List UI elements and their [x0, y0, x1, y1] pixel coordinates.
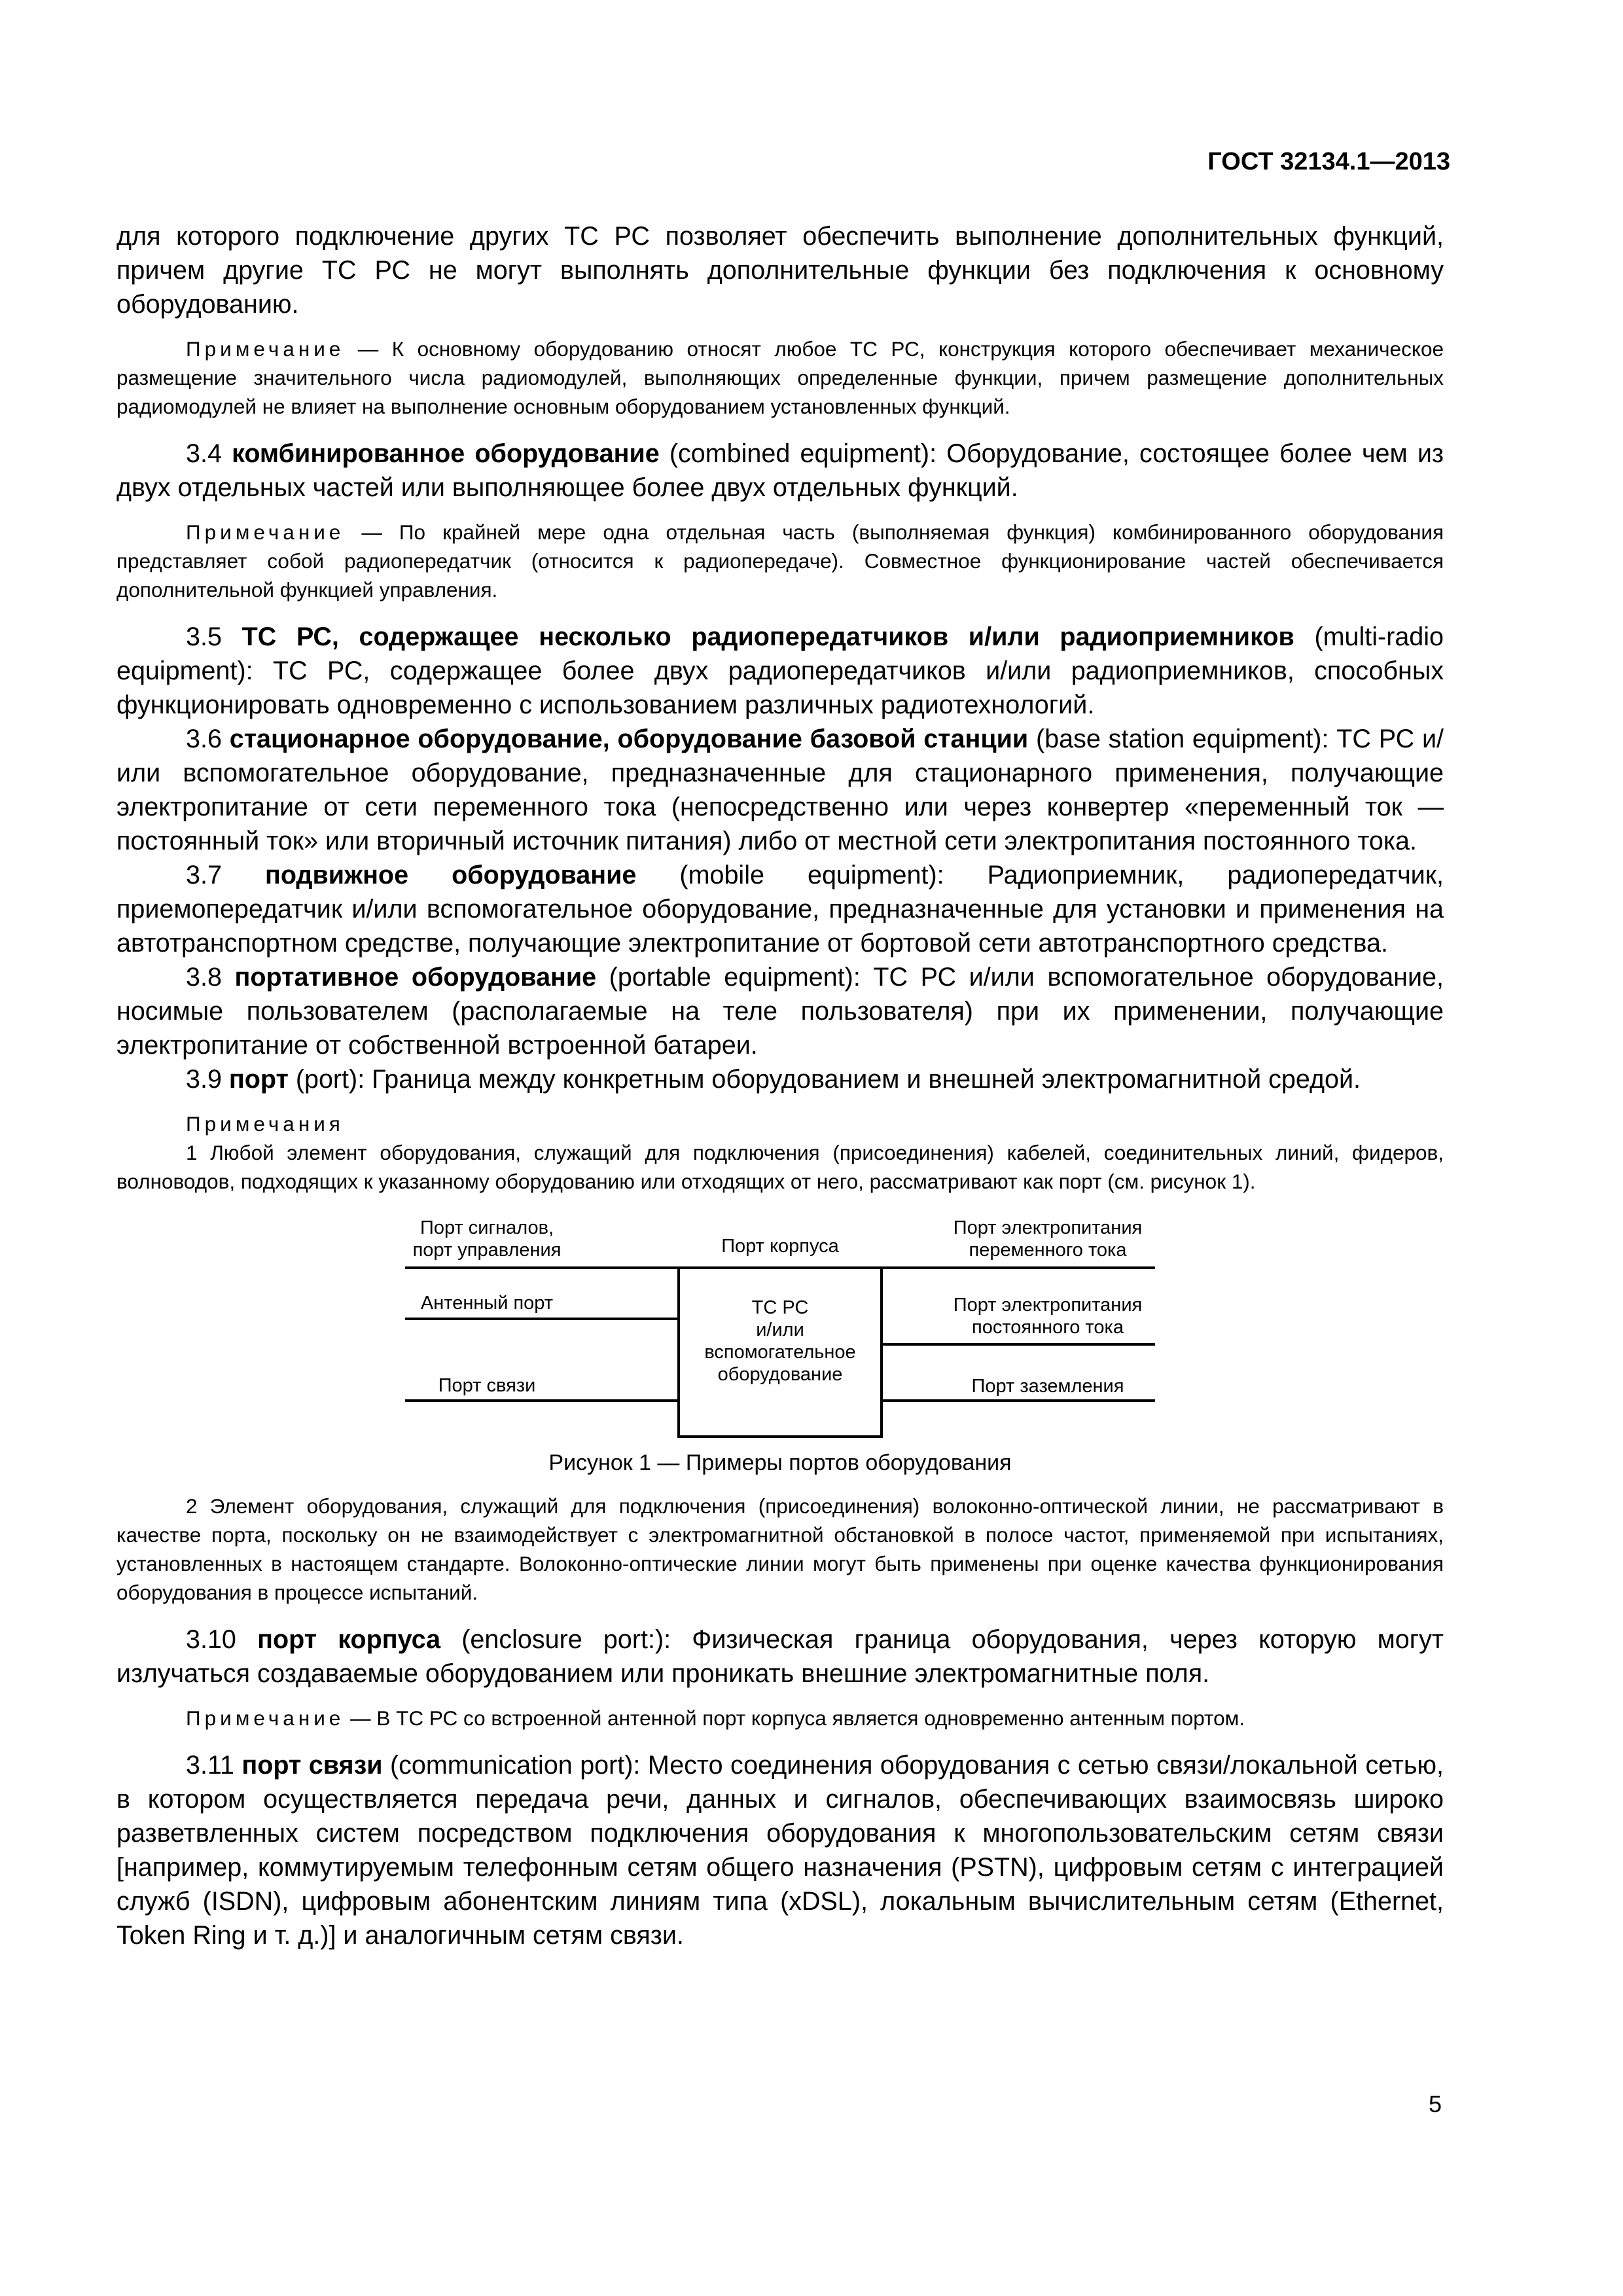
page-number: 5 — [1429, 2090, 1442, 2117]
term-definition: (portable equipment): ТС РС и/или вспомогательное оборудование, носимые пользователем (располагаемые на теле пользователя) при их применении, получающие электропитание от собственной встроенной батареи. — [116, 963, 1444, 1060]
note-combined-equipment — [116, 518, 1444, 604]
term-definition: (port): Граница между конкретным оборудованием и внешней электромагнитной средой. — [288, 1065, 1361, 1094]
note-enclosure-port — [116, 1704, 1444, 1732]
term-number: 3.8 — [186, 963, 235, 992]
term-3-7 — [116, 858, 1444, 960]
note-label: Примечание — [186, 1706, 345, 1730]
signal-port-label-line-2: порт управления — [412, 1240, 562, 1261]
term-3-11 — [116, 1748, 1444, 1952]
term-title: комбинированное оборудование — [232, 439, 660, 468]
term-definition: (combined equipment): Оборудование, состоящее более чем из двух отдельных частей или выполняющее более двух отдельных функций. — [116, 439, 1444, 502]
antenna-port-label: Антенный порт — [420, 1293, 554, 1314]
term-definition: (base station equipment): ТС РС и/или вспомогательное оборудование, предназначенные для стационарного применения, получающие электропитание от сети переменного тока (непосредственно или через конвертер «переменный ток — постоянный ток» или вторичный источник питания) либо от местной сети электропитания постоянного тока. — [116, 725, 1444, 855]
term-number: 3.10 — [186, 1625, 258, 1654]
term-3-6 — [116, 722, 1444, 858]
term-definition: (mobile equipment): Радиоприемник, радиопередатчик, приемопередатчик и/или вспомогательное оборудование, предназначенные для установки и применения на автотранспортном средстве, получающие электропитание от бортовой сети автотранспортного средства. — [116, 861, 1444, 958]
term-number: 3.5 — [186, 622, 242, 651]
term-title: стационарное оборудование, оборудование базовой станции — [229, 725, 1029, 753]
note-label: Примечание — [186, 520, 345, 544]
term-3-5 — [116, 620, 1444, 722]
term-3-9 — [116, 1062, 1444, 1096]
term-number: 3.9 — [186, 1065, 229, 1094]
enclosure-port-label: Порт корпуса — [721, 1236, 839, 1257]
term-title: порт корпуса — [257, 1625, 441, 1654]
figure-caption: Рисунок 1 — Примеры портов оборудования — [548, 1450, 1012, 1475]
note-main-equipment — [116, 334, 1444, 421]
signal-port-label-line-1: Порт сигналов, — [419, 1217, 554, 1238]
term-definition: (multi-radio equipment): ТС РС, содержащее более двух радиопередатчиков и/или радиоприемников, способных функционировать одновременно с использованием различных радиотехнологий. — [116, 622, 1444, 719]
note-text: — По крайней мере одна отдельная часть (выполняемая функция) комбинированного оборудования представляет собой радиопередатчик (относится к радиопередаче). Совместное функционирование частей обеспечивается дополнительной функцией управления. — [116, 520, 1444, 601]
term-title: ТС РС, содержащее несколько радиопередатчиков и/или радиоприемников — [241, 622, 1294, 651]
term-title: порт связи — [241, 1751, 383, 1780]
term-number: 3.6 — [186, 725, 230, 753]
equipment-box-label-line-2: и/или — [756, 1319, 804, 1340]
term-title: порт — [228, 1065, 289, 1094]
equipment-box-label-line-1: ТС РС — [751, 1297, 809, 1318]
term-3-8 — [116, 960, 1444, 1062]
term-number: 3.11 — [186, 1751, 242, 1780]
ac-port-label-line-1: Порт электропитания — [953, 1217, 1143, 1238]
term-title: портативное оборудование — [234, 963, 597, 992]
dc-port-label-line-2: постоянного тока — [972, 1317, 1124, 1338]
term-number: 3.7 — [186, 861, 265, 889]
document-body — [116, 219, 1444, 1952]
equipment-box-label — [679, 1297, 882, 1386]
port-diagram — [405, 1211, 1155, 1443]
note-port-item-2: 2 Элемент оборудования, служащий для подключения (присоединения) волоконно-оптической линии, не рассматривают в качестве порта, поскольку он не взаимодействует с электромагнитной обстановкой в полосе частот, применяемой при испытаниях, установленных в настоящем стандарте. Волоконно-оптические линии могут быть применены при оценке качества функционирования оборудования в процессе испытаний. — [116, 1494, 1444, 1604]
signal-port-label — [405, 1217, 569, 1261]
paragraph-intro: для которого подключение других ТС РС позволяет обеспечить выполнение дополнительных функций, причем другие ТС РС не могут выполнять дополнительные функции без подключения к основному оборудованию. — [116, 222, 1444, 319]
dc-port-label-line-1: Порт электропитания — [953, 1295, 1143, 1316]
note-port-item-1: 1 Любой элемент оборудования, служащий для подключения (присоединения) кабелей, соединительных линий, фидеров, волноводов, подходящих к указанному оборудованию или отходящих от него, рассматривают как порт (см. рисунок 1). — [116, 1141, 1444, 1193]
term-definition: (communication port): Место соединения оборудования с сетью связи/локальной сетью, в котором осуществляется передача речи, данных и сигналов, обеспечивающих взаимосвязь широко разветвленных систем посредством подключения оборудования к многопользовательским сетям связи [например, коммутируемым телефонным сетям общего назначения (PSTN), цифровым сетям с интеграцией служб (ISDN), цифровым абонентским линиям типа (xDSL), локальным вычислительным сетям (Ethernet, Token Ring и т. д.)] и аналогичным сетям связи. — [116, 1751, 1444, 1950]
note-text: — В ТС РС со встроенной антенной порт корпуса является одновременно антенным портом. — [344, 1706, 1245, 1730]
equipment-box-label-line-3: вспомогательное — [704, 1342, 856, 1363]
note-label: Примечание — [186, 337, 345, 361]
ac-port-label-line-2: переменного тока — [969, 1240, 1127, 1261]
document-code: ГОСТ 32134.1—2013 — [1207, 148, 1450, 175]
term-3-10 — [116, 1623, 1444, 1691]
ac-port-label — [940, 1217, 1155, 1261]
dc-port-label — [940, 1294, 1155, 1338]
term-3-4 — [116, 437, 1444, 505]
term-definition: (enclosure port:): Физическая граница оборудования, через которую могут излучаться создаваемые оборудованием или проникать внешние электромагнитные поля. — [116, 1625, 1444, 1688]
term-title: подвижное оборудование — [264, 861, 637, 889]
term-number: 3.4 — [186, 439, 232, 468]
ground-port-label: Порт заземления — [971, 1376, 1124, 1397]
comm-port-label: Порт связи — [438, 1375, 536, 1396]
note-text: — К основному оборудованию относят любое ТС РС, конструкция которого обеспечивает механическое размещение значительного числа радиомодулей, выполняющих определенные функции, причем размещение дополнительных радиомодулей не влияет на выполнение основным оборудованием установленных функций. — [116, 337, 1444, 418]
equipment-box-label-line-4: оборудование — [717, 1364, 843, 1385]
notes-heading: Примечания — [186, 1112, 344, 1136]
